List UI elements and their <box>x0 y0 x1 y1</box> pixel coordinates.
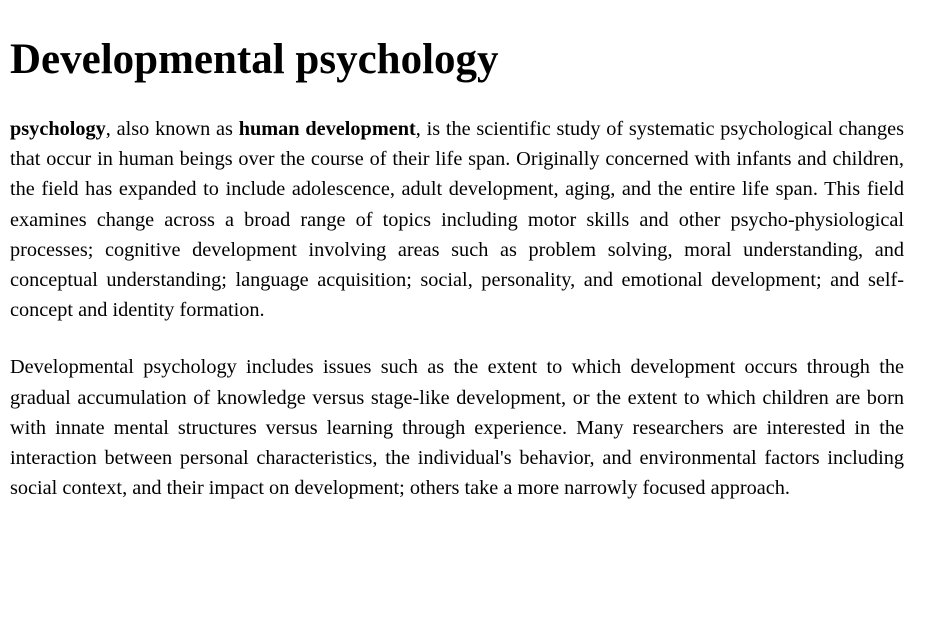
intro-text-1: , also known as <box>105 118 239 140</box>
intro-paragraph <box>10 114 904 325</box>
term-human-development: human development <box>238 118 416 140</box>
article <box>0 36 925 503</box>
page-title: Developmental psychology <box>10 36 499 83</box>
second-paragraph: Developmental psychology includes issues such as the extent to which development occurs through the gradual accumulation of knowledge versus stage-like development, or the extent to which children are born with innate mental structures versus learning through experience. Many researchers are interested in the interaction between personal characteristics, the individual's behavior, and environmental factors including social context, and their impact on development; others take a more narrowly focused approach. <box>10 356 904 500</box>
term-psychology: psychology <box>10 118 106 140</box>
intro-text-2: , is the scientific study of systematic psychological changes that occur in human beings over the course of their life span. Originally concerned with infants and children, the field has expanded to include adolescence, adult development, aging, and the entire life span. This field examines change across a broad range of topics including motor skills and other psycho-physiological processes; cognitive development involving areas such as problem solving, moral understanding, and conceptual understanding; language acquisition; social, personality, and emotional development; and self-concept and identity formation. <box>10 118 904 322</box>
